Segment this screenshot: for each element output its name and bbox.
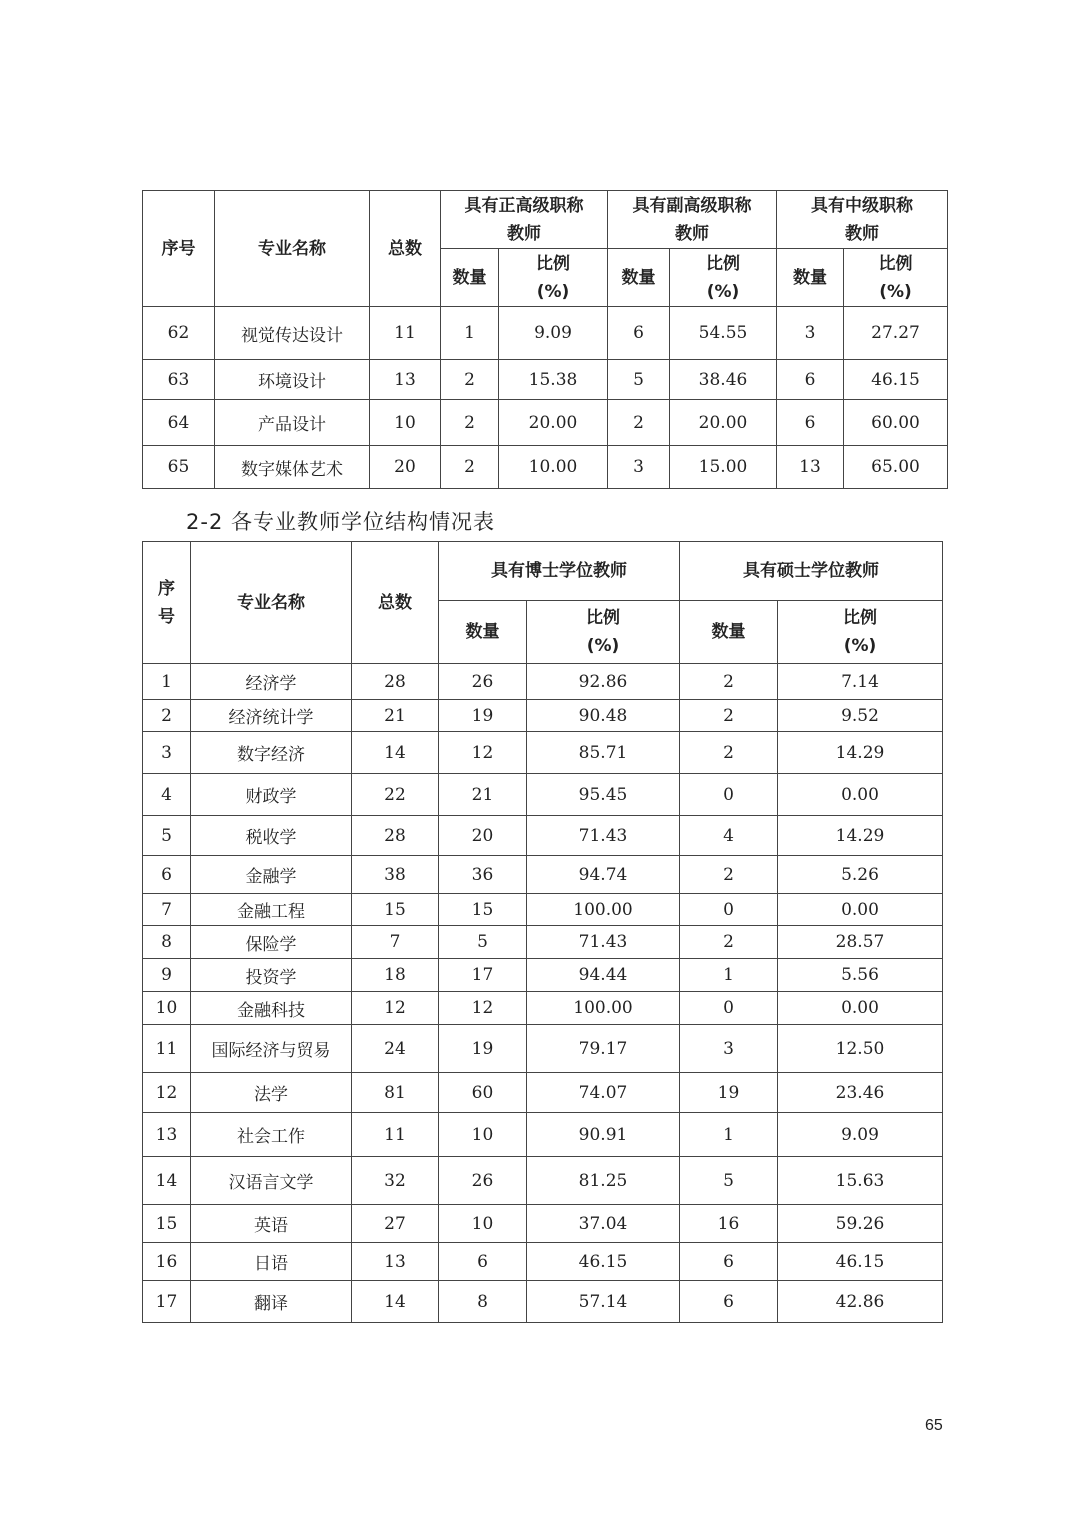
cell-c2: 1	[680, 959, 778, 992]
cell-c2: 6	[608, 307, 670, 360]
table-row	[143, 1281, 943, 1323]
cell-total: 21	[352, 700, 439, 732]
cell-r1: 100.00	[527, 894, 680, 926]
cell-r2: 14.29	[778, 816, 943, 856]
cell-c2: 3	[608, 446, 670, 489]
cell-r3: 60.00	[844, 400, 948, 446]
cell-r2: 15.00	[670, 446, 777, 489]
table-row	[143, 360, 948, 400]
cell-major: 经济统计学	[191, 700, 352, 732]
header-vice-senior-title: 具有副高级职称 教师	[608, 191, 777, 249]
cell-seq: 5	[143, 816, 191, 856]
header-major: 专业名称	[191, 542, 352, 664]
cell-c1: 20	[439, 816, 527, 856]
cell-r1: 100.00	[527, 992, 680, 1025]
cell-total: 13	[352, 1243, 439, 1281]
cell-seq: 4	[143, 774, 191, 816]
cell-r2: 38.46	[670, 360, 777, 400]
cell-total: 11	[370, 307, 441, 360]
header-major: 专业名称	[215, 191, 370, 307]
cell-c2: 3	[680, 1025, 778, 1073]
cell-seq: 1	[143, 664, 191, 700]
cell-r1: 20.00	[499, 400, 608, 446]
cell-total: 28	[352, 816, 439, 856]
cell-seq: 63	[143, 360, 215, 400]
header-count: 数量	[777, 249, 844, 307]
cell-c2: 16	[680, 1205, 778, 1243]
cell-r2: 42.86	[778, 1281, 943, 1323]
cell-r1: 71.43	[527, 816, 680, 856]
cell-r2: 7.14	[778, 664, 943, 700]
cell-seq: 17	[143, 1281, 191, 1323]
cell-major: 税收学	[191, 816, 352, 856]
cell-total: 22	[352, 774, 439, 816]
cell-major: 金融学	[191, 856, 352, 894]
cell-r1: 79.17	[527, 1025, 680, 1073]
cell-c3: 6	[777, 360, 844, 400]
table-row	[143, 400, 948, 446]
cell-c1: 15	[439, 894, 527, 926]
cell-c2: 5	[680, 1157, 778, 1205]
cell-r2: 15.63	[778, 1157, 943, 1205]
cell-c2: 1	[680, 1113, 778, 1157]
header-seq: 序 号	[143, 542, 191, 664]
cell-c1: 21	[439, 774, 527, 816]
table-row	[143, 816, 943, 856]
cell-r3: 46.15	[844, 360, 948, 400]
cell-seq: 7	[143, 894, 191, 926]
cell-major: 保险学	[191, 926, 352, 959]
cell-c1: 1	[441, 307, 499, 360]
cell-total: 13	[370, 360, 441, 400]
cell-r2: 20.00	[670, 400, 777, 446]
header-seq: 序号	[143, 191, 215, 307]
header-count: 数量	[439, 601, 527, 664]
cell-major: 英语	[191, 1205, 352, 1243]
table-row	[143, 774, 943, 816]
cell-c1: 17	[439, 959, 527, 992]
cell-major: 社会工作	[191, 1113, 352, 1157]
cell-seq: 16	[143, 1243, 191, 1281]
cell-total: 7	[352, 926, 439, 959]
table-row	[143, 700, 943, 732]
cell-r2: 23.46	[778, 1073, 943, 1113]
cell-r1: 95.45	[527, 774, 680, 816]
table-row	[143, 959, 943, 992]
header-ratio: 比例 (%)	[778, 601, 943, 664]
cell-c1: 2	[441, 446, 499, 489]
cell-c1: 19	[439, 700, 527, 732]
cell-seq: 2	[143, 700, 191, 732]
cell-major: 数字经济	[191, 732, 352, 774]
header-phd: 具有博士学位教师	[439, 542, 680, 601]
cell-seq: 8	[143, 926, 191, 959]
cell-seq: 13	[143, 1113, 191, 1157]
cell-r1: 9.09	[499, 307, 608, 360]
cell-seq: 65	[143, 446, 215, 489]
table-row	[143, 664, 943, 700]
table-row	[143, 1205, 943, 1243]
cell-major: 汉语言文学	[191, 1157, 352, 1205]
cell-r3: 65.00	[844, 446, 948, 489]
cell-c1: 36	[439, 856, 527, 894]
cell-c1: 5	[439, 926, 527, 959]
cell-seq: 64	[143, 400, 215, 446]
cell-r1: 15.38	[499, 360, 608, 400]
cell-total: 12	[352, 992, 439, 1025]
cell-r1: 90.91	[527, 1113, 680, 1157]
cell-r3: 27.27	[844, 307, 948, 360]
cell-total: 10	[370, 400, 441, 446]
cell-r1: 90.48	[527, 700, 680, 732]
table-row	[143, 992, 943, 1025]
header-count: 数量	[608, 249, 670, 307]
cell-c1: 10	[439, 1205, 527, 1243]
cell-c2: 2	[680, 926, 778, 959]
cell-c2: 2	[608, 400, 670, 446]
cell-c2: 2	[680, 856, 778, 894]
cell-total: 14	[352, 732, 439, 774]
cell-seq: 62	[143, 307, 215, 360]
cell-c1: 26	[439, 664, 527, 700]
cell-c3: 3	[777, 307, 844, 360]
cell-major: 日语	[191, 1243, 352, 1281]
header-ratio: 比例 (%)	[670, 249, 777, 307]
cell-r1: 57.14	[527, 1281, 680, 1323]
cell-major: 产品设计	[215, 400, 370, 446]
header-total: 总数	[352, 542, 439, 664]
cell-total: 32	[352, 1157, 439, 1205]
cell-r1: 92.86	[527, 664, 680, 700]
header-ratio: 比例 (%)	[527, 601, 680, 664]
table-row	[143, 926, 943, 959]
cell-c1: 6	[439, 1243, 527, 1281]
cell-c1: 10	[439, 1113, 527, 1157]
cell-c3: 13	[777, 446, 844, 489]
cell-r2: 0.00	[778, 774, 943, 816]
title-structure-table	[142, 190, 948, 489]
cell-seq: 15	[143, 1205, 191, 1243]
cell-c2: 19	[680, 1073, 778, 1113]
cell-r1: 94.44	[527, 959, 680, 992]
cell-total: 14	[352, 1281, 439, 1323]
cell-r2: 9.52	[778, 700, 943, 732]
cell-r2: 46.15	[778, 1243, 943, 1281]
cell-c2: 5	[608, 360, 670, 400]
cell-total: 20	[370, 446, 441, 489]
cell-c2: 6	[680, 1281, 778, 1323]
cell-r1: 46.15	[527, 1243, 680, 1281]
cell-seq: 3	[143, 732, 191, 774]
table-row	[143, 856, 943, 894]
table-row	[143, 1243, 943, 1281]
header-mid-title: 具有中级职称 教师	[777, 191, 948, 249]
header-total: 总数	[370, 191, 441, 307]
cell-r2: 54.55	[670, 307, 777, 360]
cell-c1: 2	[441, 360, 499, 400]
cell-r1: 10.00	[499, 446, 608, 489]
table-row	[143, 1113, 943, 1157]
table-row	[143, 1025, 943, 1073]
cell-c1: 26	[439, 1157, 527, 1205]
table-row	[143, 307, 948, 360]
cell-major: 环境设计	[215, 360, 370, 400]
cell-major: 国际经济与贸易	[191, 1025, 352, 1073]
cell-c1: 19	[439, 1025, 527, 1073]
cell-r2: 12.50	[778, 1025, 943, 1073]
cell-total: 24	[352, 1025, 439, 1073]
cell-c2: 2	[680, 732, 778, 774]
cell-r2: 5.26	[778, 856, 943, 894]
cell-major: 经济学	[191, 664, 352, 700]
cell-c2: 6	[680, 1243, 778, 1281]
cell-total: 38	[352, 856, 439, 894]
cell-r2: 9.09	[778, 1113, 943, 1157]
cell-seq: 14	[143, 1157, 191, 1205]
header-master: 具有硕士学位教师	[680, 542, 943, 601]
cell-major: 金融工程	[191, 894, 352, 926]
cell-total: 15	[352, 894, 439, 926]
cell-c1: 2	[441, 400, 499, 446]
cell-r2: 0.00	[778, 992, 943, 1025]
header-senior-title: 具有正高级职称 教师	[441, 191, 608, 249]
cell-total: 27	[352, 1205, 439, 1243]
cell-major: 数字媒体艺术	[215, 446, 370, 489]
cell-c2: 4	[680, 816, 778, 856]
cell-seq: 9	[143, 959, 191, 992]
cell-r1: 74.07	[527, 1073, 680, 1113]
table-row	[143, 1073, 943, 1113]
cell-seq: 10	[143, 992, 191, 1025]
cell-c2: 2	[680, 664, 778, 700]
cell-r2: 59.26	[778, 1205, 943, 1243]
cell-major: 法学	[191, 1073, 352, 1113]
cell-c2: 0	[680, 894, 778, 926]
cell-r2: 14.29	[778, 732, 943, 774]
cell-total: 11	[352, 1113, 439, 1157]
cell-c1: 60	[439, 1073, 527, 1113]
cell-total: 28	[352, 664, 439, 700]
table-caption: 2-2 各专业教师学位结构情况表	[186, 510, 495, 534]
cell-seq: 12	[143, 1073, 191, 1113]
cell-r2: 28.57	[778, 926, 943, 959]
cell-r1: 81.25	[527, 1157, 680, 1205]
cell-total: 18	[352, 959, 439, 992]
cell-seq: 6	[143, 856, 191, 894]
header-count: 数量	[441, 249, 499, 307]
cell-c1: 8	[439, 1281, 527, 1323]
cell-r2: 5.56	[778, 959, 943, 992]
cell-r1: 85.71	[527, 732, 680, 774]
cell-seq: 11	[143, 1025, 191, 1073]
cell-r1: 94.74	[527, 856, 680, 894]
cell-c1: 12	[439, 732, 527, 774]
cell-r1: 37.04	[527, 1205, 680, 1243]
table-row	[143, 1157, 943, 1205]
table-row	[143, 732, 943, 774]
cell-c2: 0	[680, 992, 778, 1025]
cell-c2: 2	[680, 700, 778, 732]
cell-c2: 0	[680, 774, 778, 816]
cell-major: 翻译	[191, 1281, 352, 1323]
header-count: 数量	[680, 601, 778, 664]
table-row	[143, 894, 943, 926]
header-ratio: 比例 (%)	[844, 249, 948, 307]
cell-major: 投资学	[191, 959, 352, 992]
cell-r2: 0.00	[778, 894, 943, 926]
header-ratio: 比例 (%)	[499, 249, 608, 307]
cell-major: 视觉传达设计	[215, 307, 370, 360]
page-number: 65	[925, 1417, 943, 1434]
cell-c1: 12	[439, 992, 527, 1025]
cell-major: 金融科技	[191, 992, 352, 1025]
cell-major: 财政学	[191, 774, 352, 816]
cell-total: 81	[352, 1073, 439, 1113]
degree-structure-table	[142, 541, 943, 1323]
cell-c3: 6	[777, 400, 844, 446]
cell-r1: 71.43	[527, 926, 680, 959]
table-row	[143, 446, 948, 489]
